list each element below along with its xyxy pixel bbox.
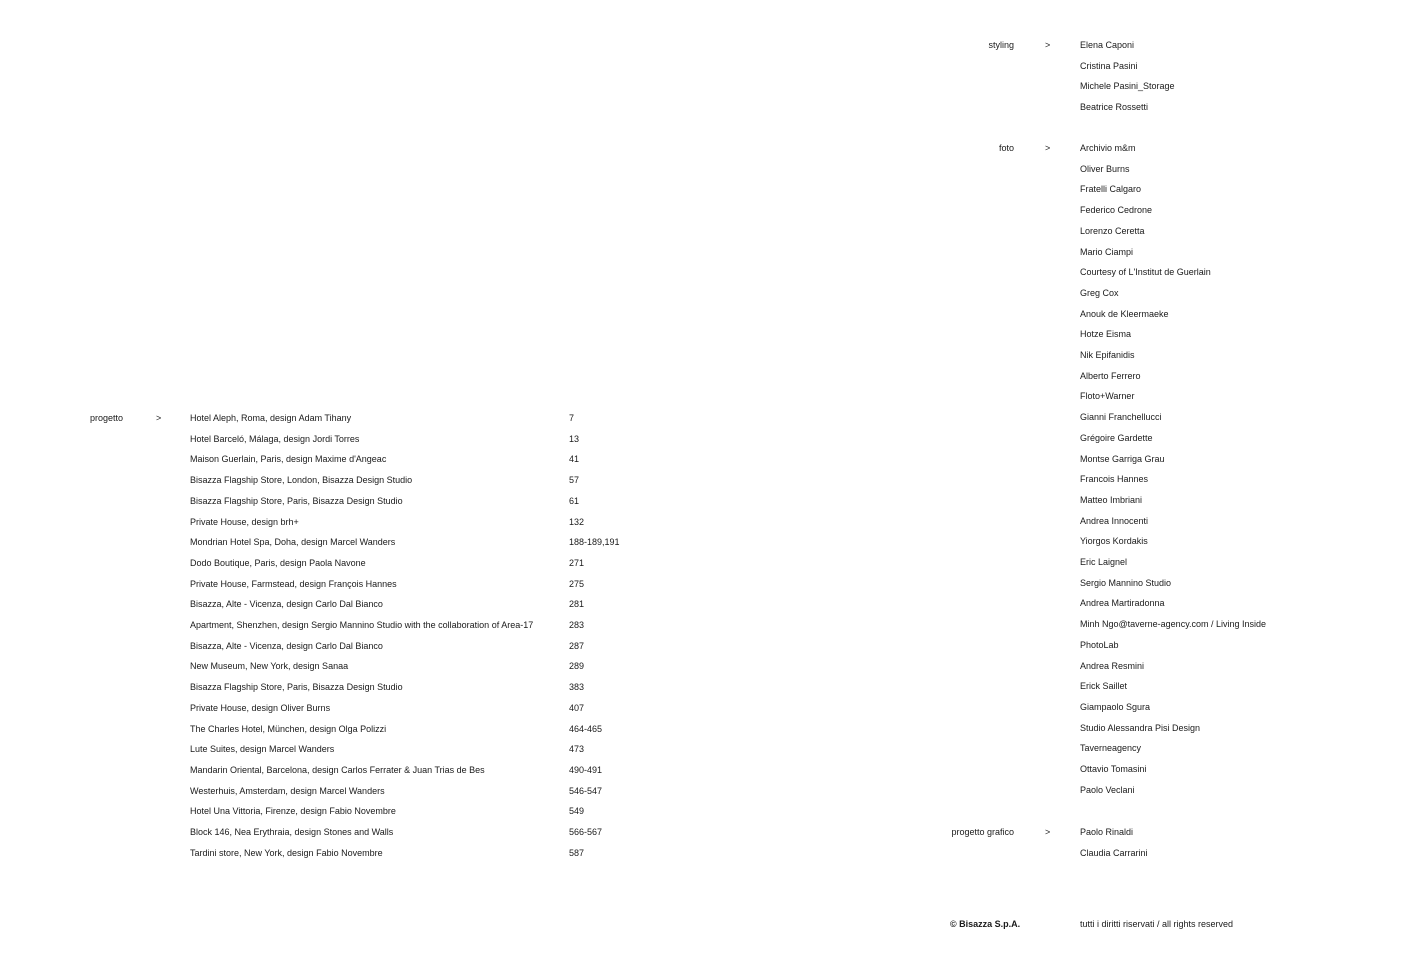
styling-credit-name: Beatrice Rossetti <box>1080 102 1149 112</box>
project-title: Mondrian Hotel Spa, Doha, design Marcel Wanders <box>190 537 396 547</box>
project-arrow: > <box>156 413 162 423</box>
foto-credit-name: Gianni Franchellucci <box>1080 412 1162 422</box>
project-page-number: 407 <box>569 703 585 713</box>
project-title: Bisazza, Alte - Vicenza, design Carlo Dal Bianco <box>190 599 383 609</box>
foto-credit-name: Hotze Eisma <box>1080 329 1132 339</box>
foto-credit-name: Grégoire Gardette <box>1080 433 1153 443</box>
foto-credit-name: Nik Epifanidis <box>1080 350 1135 360</box>
foto-credit-name: Ottavio Tomasini <box>1080 764 1147 774</box>
foto-credit-name: Taverneagency <box>1080 743 1142 753</box>
foto-credit-name: Giampaolo Sgura <box>1080 702 1151 712</box>
foto-credit-name: Archivio m&m <box>1080 143 1136 153</box>
foto-credit-name: Paolo Veclani <box>1080 785 1135 795</box>
project-section-label: progetto <box>90 413 124 423</box>
grafico-arrow: > <box>1045 827 1051 837</box>
project-title: Block 146, Nea Erythraia, design Stones and Walls <box>190 827 394 837</box>
foto-credit-name: Andrea Innocenti <box>1080 516 1149 526</box>
styling-credit-name: Elena Caponi <box>1080 40 1135 50</box>
project-page-number: 566-567 <box>569 827 603 837</box>
project-page-number: 464-465 <box>569 724 603 734</box>
project-title: Bisazza Flagship Store, London, Bisazza Design Studio <box>190 475 413 485</box>
copyright-text: © Bisazza S.p.A. <box>950 919 1021 929</box>
project-title: The Charles Hotel, München, design Olga Polizzi <box>190 724 387 734</box>
project-page-number: 546-547 <box>569 786 603 796</box>
foto-credit-name: Francois Hannes <box>1080 474 1149 484</box>
foto-credit-name: Floto+Warner <box>1080 391 1135 401</box>
project-page-number: 271 <box>569 558 585 568</box>
foto-credit-name: Eric Laignel <box>1080 557 1128 567</box>
foto-arrow: > <box>1045 143 1051 153</box>
foto-credit-name: Andrea Resmini <box>1080 661 1145 671</box>
project-page-number: 281 <box>569 599 585 609</box>
styling-section-label: styling <box>988 40 1014 50</box>
project-page-number: 287 <box>569 641 585 651</box>
project-page-number: 490-491 <box>569 765 603 775</box>
foto-credit-name: Mario Ciampi <box>1080 247 1134 257</box>
foto-credit-name: Sergio Mannino Studio <box>1080 578 1172 588</box>
project-page-number: 283 <box>569 620 585 630</box>
project-title: Maison Guerlain, Paris, design Maxime d'Angeac <box>190 454 387 464</box>
project-page-number: 57 <box>569 475 580 485</box>
foto-credit-name: Minh Ngo@taverne-agency.com / Living Inside <box>1080 619 1267 629</box>
foto-credit-name: Yiorgos Kordakis <box>1080 536 1148 546</box>
foto-credit-name: Fratelli Calgaro <box>1080 184 1142 194</box>
foto-credit-name: PhotoLab <box>1080 640 1119 650</box>
foto-credit-name: Matteo Imbriani <box>1080 495 1143 505</box>
foto-credit-name: Montse Garriga Grau <box>1080 454 1165 464</box>
project-title: Bisazza Flagship Store, Paris, Bisazza Design Studio <box>190 496 403 506</box>
project-page-number: 41 <box>569 454 580 464</box>
project-title: Tardini store, New York, design Fabio Novembre <box>190 848 383 858</box>
grafico-credit-name: Claudia Carrarini <box>1080 848 1148 858</box>
project-title: Private House, design Oliver Burns <box>190 703 331 713</box>
project-title: Apartment, Shenzhen, design Sergio Mannino Studio with the collaboration of Area-17 <box>190 620 534 630</box>
project-title: Lute Suites, design Marcel Wanders <box>190 744 335 754</box>
project-page-number: 275 <box>569 579 585 589</box>
project-title: Private House, design brh+ <box>190 517 299 527</box>
foto-credit-name: Lorenzo Ceretta <box>1080 226 1145 236</box>
foto-credit-name: Federico Cedrone <box>1080 205 1153 215</box>
project-title: Mandarin Oriental, Barcelona, design Carlos Ferrater & Juan Trias de Bes <box>190 765 485 775</box>
foto-credit-name: Oliver Burns <box>1080 164 1130 174</box>
styling-arrow: > <box>1045 40 1051 50</box>
styling-credit-name: Cristina Pasini <box>1080 61 1138 71</box>
project-page-number: 473 <box>569 744 585 754</box>
foto-credit-name: Courtesy of L'Institut de Guerlain <box>1080 267 1211 277</box>
project-page-number: 383 <box>569 682 585 692</box>
styling-credit-name: Michele Pasini_Storage <box>1080 81 1175 91</box>
project-page-number: 587 <box>569 848 585 858</box>
project-page-number: 13 <box>569 434 580 444</box>
foto-credit-name: Andrea Martiradonna <box>1080 598 1165 608</box>
project-title: Hotel Aleph, Roma, design Adam Tihany <box>190 413 352 423</box>
grafico-credit-name: Paolo Rinaldi <box>1080 827 1134 837</box>
project-page-number: 7 <box>569 413 575 423</box>
grafico-section-label: progetto grafico <box>951 827 1014 837</box>
foto-credit-name: Alberto Ferrero <box>1080 371 1141 381</box>
project-title: Private House, Farmstead, design François Hannes <box>190 579 397 589</box>
foto-credit-name: Anouk de Kleermaeke <box>1080 309 1169 319</box>
project-page-number: 132 <box>569 517 585 527</box>
project-page-number: 188-189,191 <box>569 537 620 547</box>
project-title: Bisazza, Alte - Vicenza, design Carlo Dal Bianco <box>190 641 383 651</box>
project-title: Dodo Boutique, Paris, design Paola Navone <box>190 558 366 568</box>
foto-credit-name: Greg Cox <box>1080 288 1119 298</box>
project-title: Hotel Una Vittoria, Firenze, design Fabio Novembre <box>190 806 396 816</box>
rights-text: tutti i diritti riservati / all rights reserved <box>1080 919 1234 929</box>
foto-credit-name: Erick Saillet <box>1080 681 1128 691</box>
project-title: Bisazza Flagship Store, Paris, Bisazza Design Studio <box>190 682 403 692</box>
project-title: Hotel Barceló, Málaga, design Jordi Torres <box>190 434 360 444</box>
project-page-number: 549 <box>569 806 585 816</box>
project-page-number: 289 <box>569 661 585 671</box>
project-title: Westerhuis, Amsterdam, design Marcel Wanders <box>190 786 385 796</box>
project-title: New Museum, New York, design Sanaa <box>190 661 349 671</box>
project-page-number: 61 <box>569 496 580 506</box>
foto-section-label: foto <box>998 143 1014 153</box>
foto-credit-name: Studio Alessandra Pisi Design <box>1080 723 1201 733</box>
